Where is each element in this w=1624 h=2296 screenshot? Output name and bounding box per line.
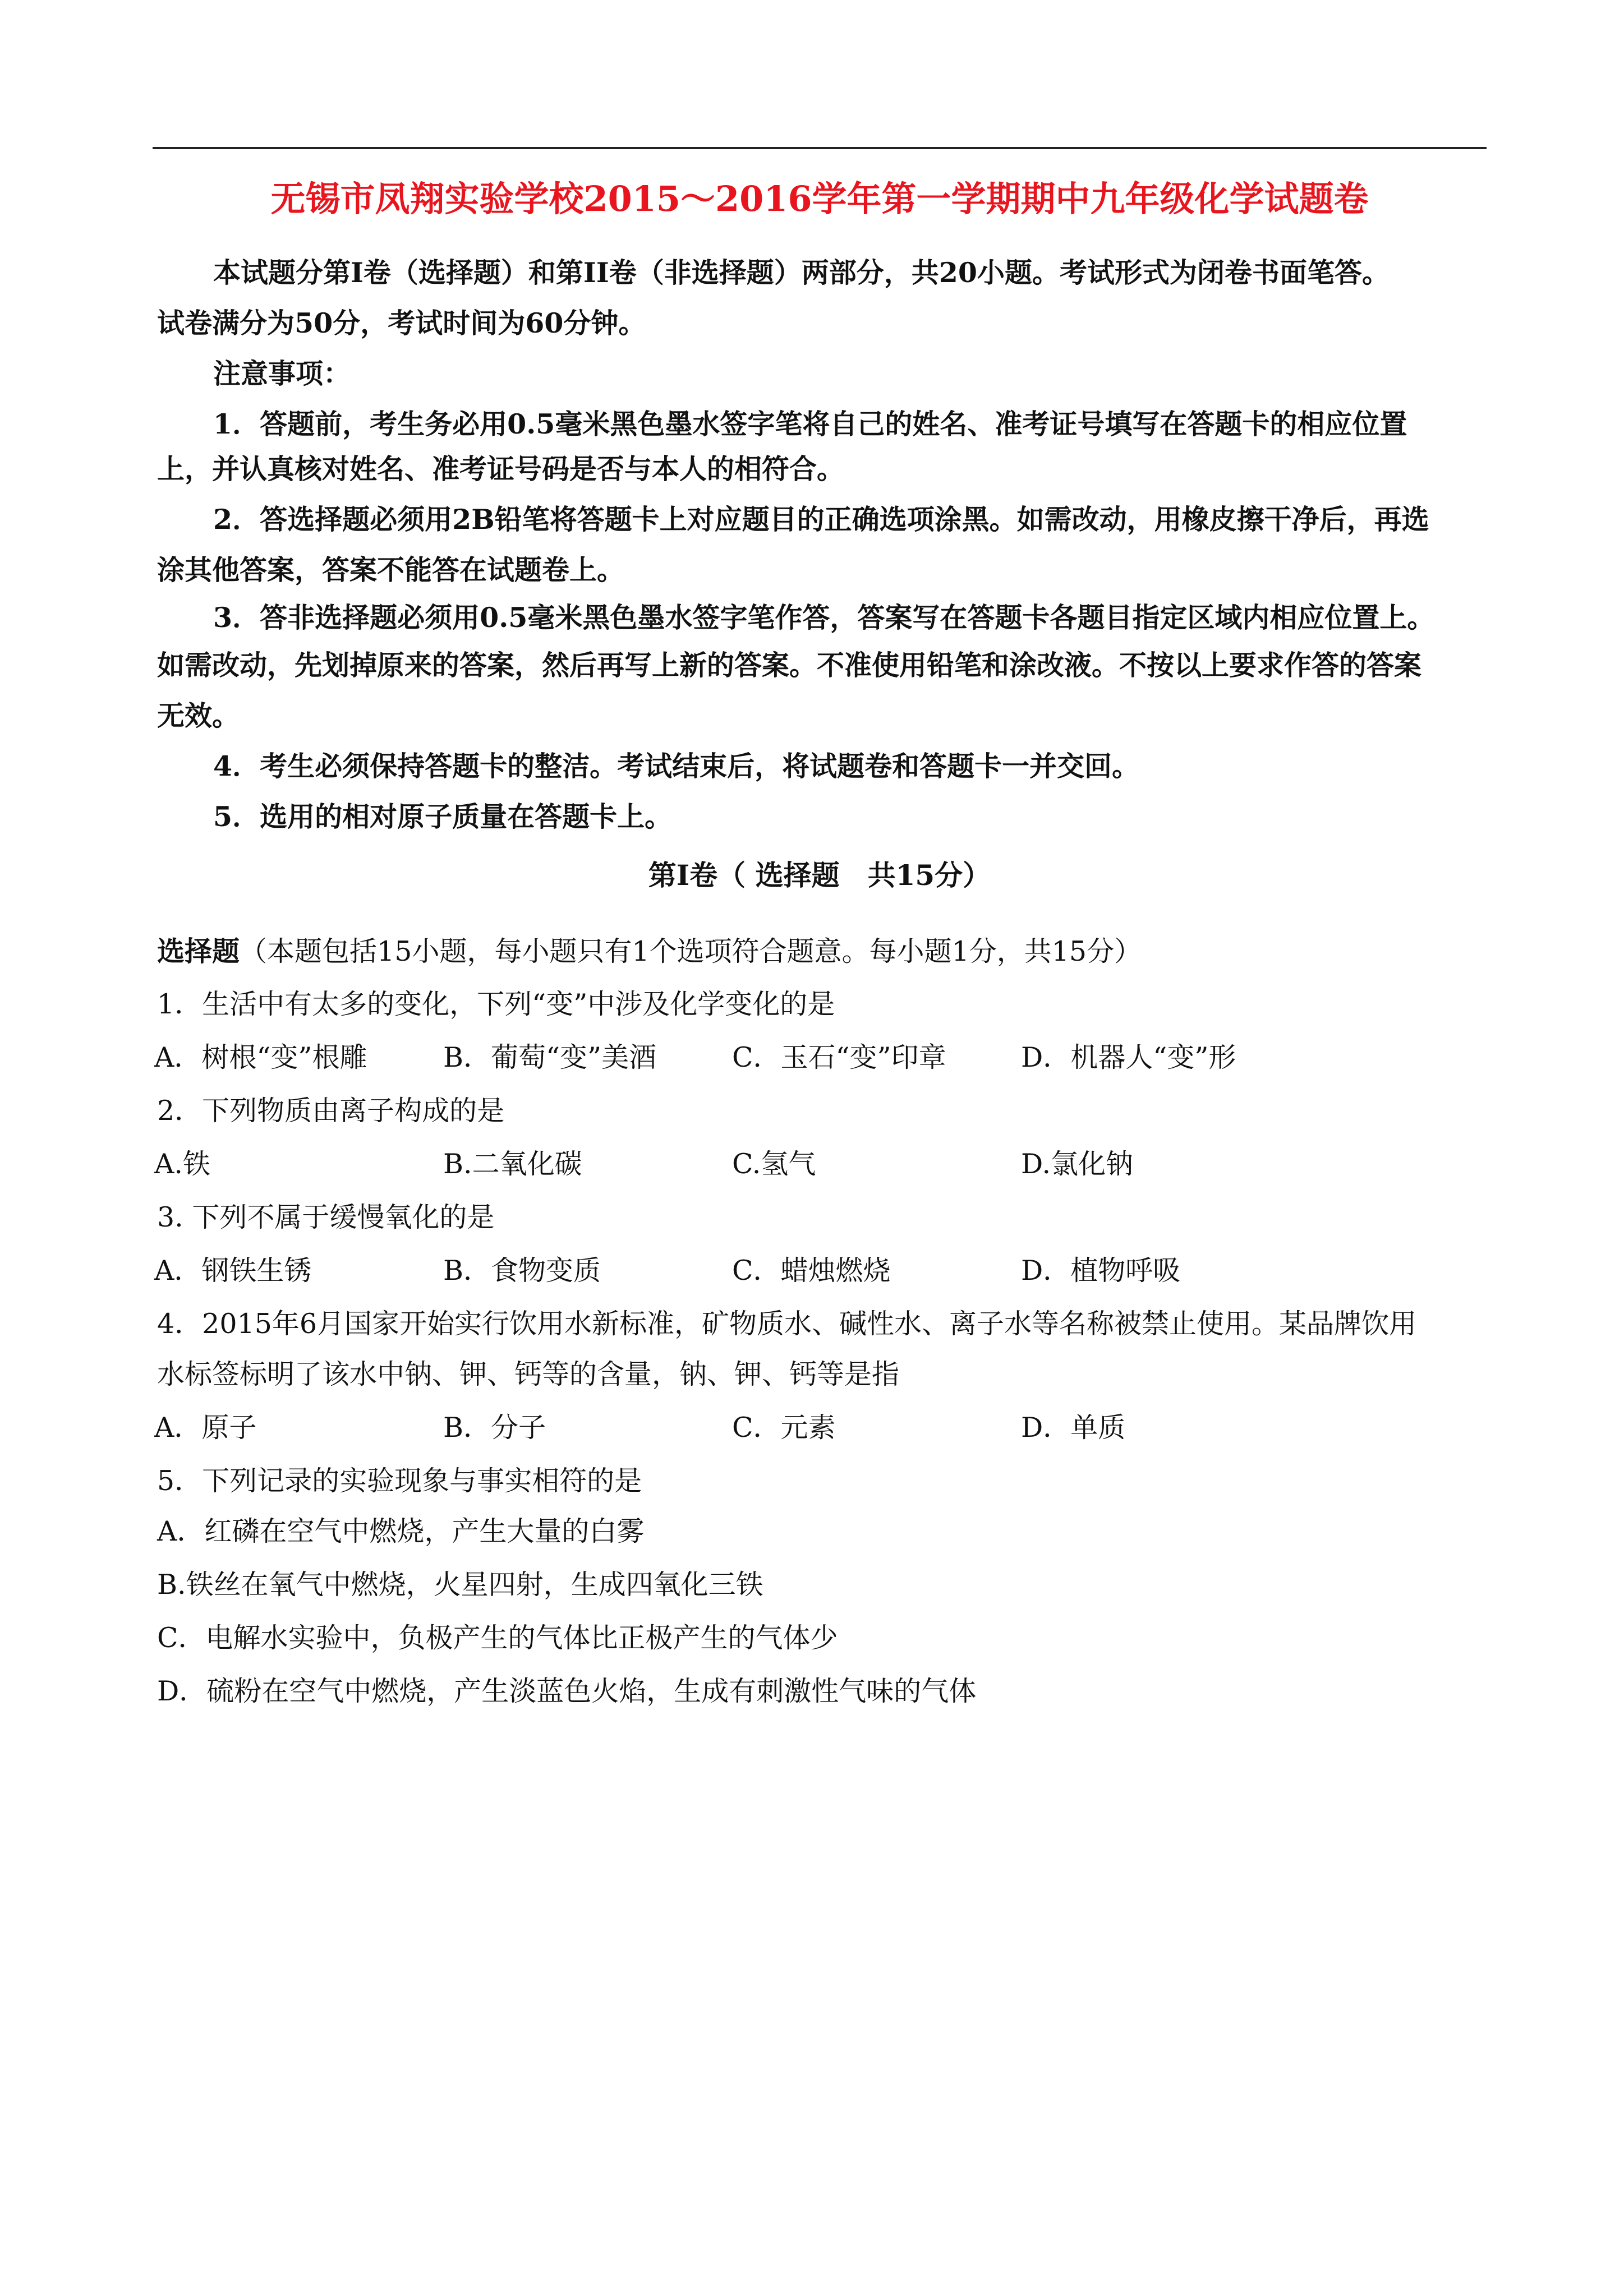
question-3-option-d: D．植物呼吸 [1021,1255,1181,1287]
note-3-line-3: 无效。 [157,699,240,732]
question-5-option-d: D．硫粉在空气中燃烧，产生淡蓝色火焰，生成有刺激性气味的气体 [157,1675,977,1707]
question-2-stem: 2．下列物质由离子构成的是 [157,1095,505,1127]
note-1-line-2: 上，并认真核对姓名、准考证号码是否与本人的相符合。 [157,453,845,485]
note-2-line-1: 2．答选择题必须用2B铅笔将答题卡上对应题目的正确选项涂黑。如需改动，用橡皮擦干净后，再选 [213,503,1429,536]
question-4-option-c: C．元素 [732,1412,836,1444]
choice-intro [157,931,1142,972]
question-2-option-d: D.氯化钠 [1021,1148,1134,1180]
question-5-stem: 5．下列记录的实验现象与事实相符的是 [157,1465,642,1497]
header-rule [153,147,1487,149]
question-3-option-c: C．蜡烛燃烧 [732,1255,891,1287]
question-4-option-d: D．单质 [1021,1412,1126,1444]
question-4-stem-line-1: 4．2015年6月国家开始实行饮用水新标准，矿物质水、碱性水、离子水等名称被禁止使用。某品牌饮用 [157,1308,1417,1340]
question-5-option-a: A．红磷在空气中燃烧，产生大量的白雾 [157,1515,645,1547]
note-3-line-1: 3．答非选择题必须用0.5毫米黑色墨水签字笔作答，答案写在答题卡各题目指定区域内相应位置上。 [213,601,1435,634]
question-1-option-b: B．葡萄“变”美酒 [443,1041,657,1073]
question-4-stem-line-2: 水标签标明了该水中钠、钾、钙等的含量，钠、钾、钙等是指 [157,1358,900,1390]
note-4: 4．考生必须保持答题卡的整洁。考试结束后，将试题卷和答题卡一并交回。 [213,750,1140,782]
question-5-option-c: C．电解水实验中，负极产生的气体比正极产生的气体少 [157,1622,838,1654]
question-3-option-a: A．钢铁生锈 [154,1255,312,1287]
question-2-option-c: C.氢气 [732,1148,816,1180]
note-1-line-1: 1．答题前，考生务必用0.5毫米黑色墨水签字笔将自己的姓名、准考证号填写在答题卡的相应位置 [213,408,1407,440]
intro-line-2: 试卷满分为50分，考试时间为60分钟。 [157,307,646,339]
note-2-line-2: 涂其他答案，答案不能答在试题卷上。 [157,554,625,586]
question-4-option-b: B．分子 [443,1412,546,1444]
question-1-option-d: D．机器人“变”形 [1021,1041,1236,1073]
question-3-option-b: B．食物变质 [443,1255,601,1287]
note-5: 5．选用的相对原子质量在答题卡上。 [213,800,673,833]
choice-intro-text: （本题包括15小题，每小题只有1个选项符合题意。每小题1分，共15分） [240,935,1142,967]
notes-heading: 注意事项： [213,357,351,390]
question-2-option-b: B.二氧化碳 [443,1148,582,1180]
exam-title: 无锡市凤翔实验学校2015～2016学年第一学期期中九年级化学试题卷 [270,178,1369,219]
question-2-option-a: A.铁 [154,1148,210,1180]
choice-intro-label: 选择题 [157,935,240,967]
question-4-option-a: A．原子 [154,1412,257,1444]
intro-line-1: 本试题分第Ⅰ卷（选择题）和第II卷（非选择题）两部分，共20小题。考试形式为闭卷书面笔答。 [213,256,1390,289]
question-3-stem: 3. 下列不属于缓慢氧化的是 [157,1201,495,1233]
question-1-option-c: C．玉石“变”印章 [732,1041,946,1073]
section-title: 第Ⅰ卷（ 选择题 共15分） [648,859,991,892]
question-1-option-a: A．树根“变”根雕 [154,1041,367,1073]
note-3-line-2: 如需改动，先划掉原来的答案，然后再写上新的答案。不准使用铅笔和涂改液。不按以上要求作答的答案 [157,649,1422,681]
question-5-option-b: B.铁丝在氧气中燃烧，火星四射，生成四氧化三铁 [157,1569,763,1601]
question-1-stem: 1．生活中有太多的变化，下列“变”中涉及化学变化的是 [157,988,835,1020]
